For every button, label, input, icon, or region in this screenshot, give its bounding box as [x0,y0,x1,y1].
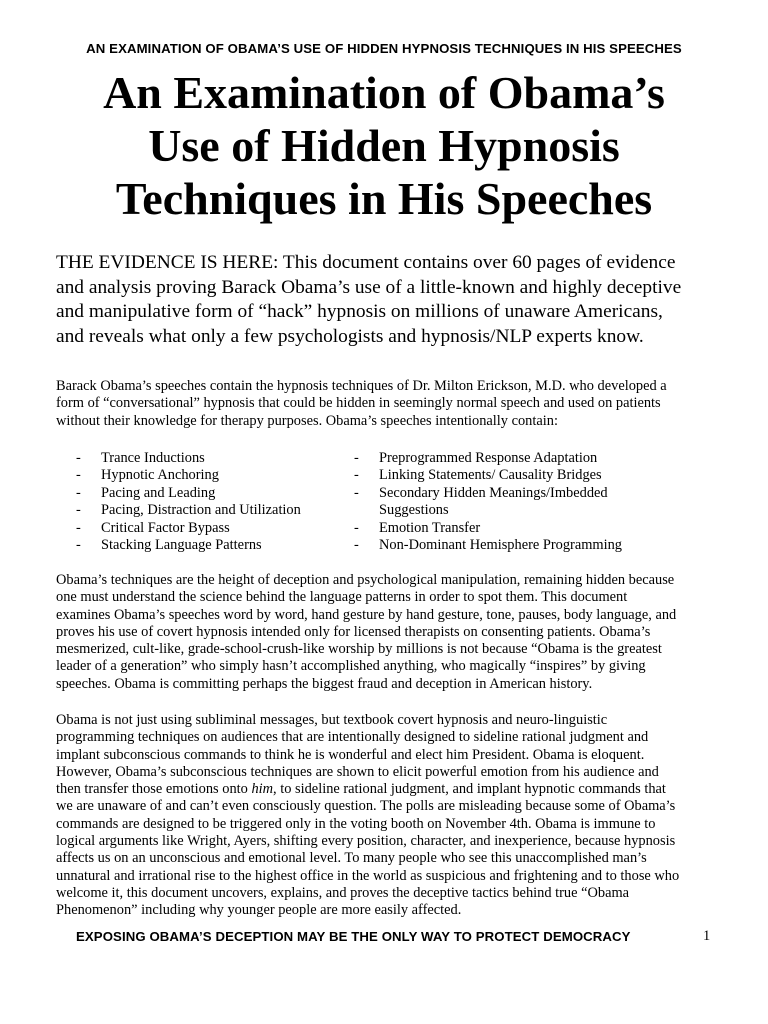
body-paragraph-3 [56,712,736,920]
paragraph-line: implant subconscious commands to think he is wonderful and elect him President. Obama is eloquent. [56,746,645,763]
technique-item [354,450,622,467]
title-line: Use of Hidden Hypnosis [148,120,620,171]
title-line: An Examination of Obama’s [103,67,665,118]
technique-label: Trance Inductions [101,450,205,466]
technique-label: Suggestions [379,502,449,519]
technique-item [76,467,301,484]
technique-label: Stacking Language Patterns [101,537,262,554]
technique-item [76,537,301,554]
paragraph-line: unnatural and irrational rise to the highest office in the world as suspicious and frightening and to those who [56,867,680,884]
paragraph-line: Phenomenon” including why younger people are more easily affected. [56,902,462,919]
paragraph-line: Obama’s techniques are the height of deception and psychological manipulation, remaining hidden because [56,572,675,588]
paragraph-line: we are unaware of and can’t even consciously question. The polls are misleading because some of Obama’s [56,798,676,815]
intro-paragraph [56,378,736,430]
emphasis-text: him [251,781,274,798]
list-dash: - [76,519,81,536]
technique-item [354,520,622,537]
technique-item [354,485,622,520]
paragraph-line: welcome it, this document uncovers, explains, and proves the deceptive tactics behind true “Obama [56,884,630,901]
lead-paragraph [56,251,736,349]
technique-item [76,485,301,502]
technique-label: Critical Factor Bypass [101,519,230,536]
technique-label: Secondary Hidden Meanings/Imbedded [379,484,608,501]
list-dash: - [354,450,359,466]
technique-label: Pacing and Leading [101,484,216,501]
paragraph-line: one must understand the science behind the language patterns in order to spot them. This document [56,589,628,606]
list-dash: - [354,467,359,484]
paragraph-line [56,781,736,798]
technique-label: Pacing, Distraction and Utilization [101,502,301,519]
running-header: AN EXAMINATION OF OBAMA’S USE OF HIDDEN HYPNOSIS TECHNIQUES IN HIS SPEECHES [86,41,682,56]
lead-line: and reveals what only a few psychologists and hypnosis/NLP experts know. [56,325,644,347]
paragraph-line: speeches. Obama is committing perhaps the biggest fraud and deception in American history. [56,675,593,692]
footer-slogan: EXPOSING OBAMA’S DECEPTION MAY BE THE ONLY WAY TO PROTECT DEMOCRACY [76,929,631,944]
list-dash: - [76,502,81,519]
paragraph-line: examines Obama’s speeches word by word, hand gesture by hand gesture, tone, pauses, body language, and [56,606,677,623]
list-dash: - [76,484,81,501]
page-title [0,66,768,225]
paragraph-line: programming techniques on audiences that are intentionally designed to sideline rational judgment and [56,729,649,746]
paragraph-line: Obama is not just using subliminal messages, but textbook covert hypnosis and neuro-linguistic [56,712,608,728]
paragraph-line: affects us on an unconscious and emotional level. To many people who see this unaccomplished man’s [56,850,647,867]
techniques-list-left [76,450,301,554]
list-dash: - [354,484,359,501]
technique-label: Linking Statements/ Causality Bridges [379,467,602,484]
paragraph-line: However, Obama’s subconscious techniques are shown to elicit powerful emotion from his audience and [56,763,659,780]
technique-label: Emotion Transfer [379,519,481,536]
paragraph-line: proves his use of covert hypnosis intended only for licensed therapists on consenting patients. Obama’s [56,623,651,640]
technique-label: Hypnotic Anchoring [101,467,219,484]
lead-line: THE EVIDENCE IS HERE: This document contains over 60 pages of evidence [56,252,676,273]
technique-item [76,520,301,537]
list-dash: - [354,519,359,536]
technique-item [76,502,301,519]
technique-label: Preprogrammed Response Adaptation [379,450,598,466]
paragraph-line: without their knowledge for therapy purposes. Obama’s speeches intentionally contain: [56,412,558,429]
paragraph-line: commands are designed to be triggered only in the voting booth on November 4th. Obama is immune to [56,815,656,832]
technique-item [76,450,301,467]
paragraph-line: mesmerized, cult-like, grade-school-crush-like worship by millions is not because “Obama is the greatest [56,641,662,658]
technique-label: Non-Dominant Hemisphere Programming [379,537,622,554]
line-text: , to sideline rational judgment, and implant hypnotic commands that [273,781,666,798]
paragraph-line: logical arguments like Wright, Ayers, shifting every position, character, and inexperience, because hypnosis [56,833,676,850]
page-number: 1 [703,928,711,944]
list-dash: - [76,467,81,484]
lead-line: and manipulative form of “hack” hypnosis on millions of unaware Americans, [56,301,663,322]
list-dash: - [354,537,359,554]
paragraph-line: form of “conversational” hypnosis that could be hidden in seemingly normal speech and used on patients [56,395,661,412]
techniques-list-right [354,450,622,554]
technique-item [354,537,622,554]
body-paragraph-2 [56,572,736,693]
technique-item [354,467,622,484]
line-text: then transfer those emotions onto [56,781,252,798]
paragraph-line: leader of a generation” who simply hasn’t accomplished anything, who magically “inspires” by giving [56,658,646,675]
title-line: Techniques in His Speeches [115,173,653,224]
list-dash: - [76,450,81,466]
list-dash: - [76,537,81,554]
paragraph-line: Barack Obama’s speeches contain the hypnosis techniques of Dr. Milton Erickson, M.D. who developed a [56,378,667,394]
lead-line: and analysis proving Barack Obama’s use of a little-known and highly deceptive [56,276,682,298]
